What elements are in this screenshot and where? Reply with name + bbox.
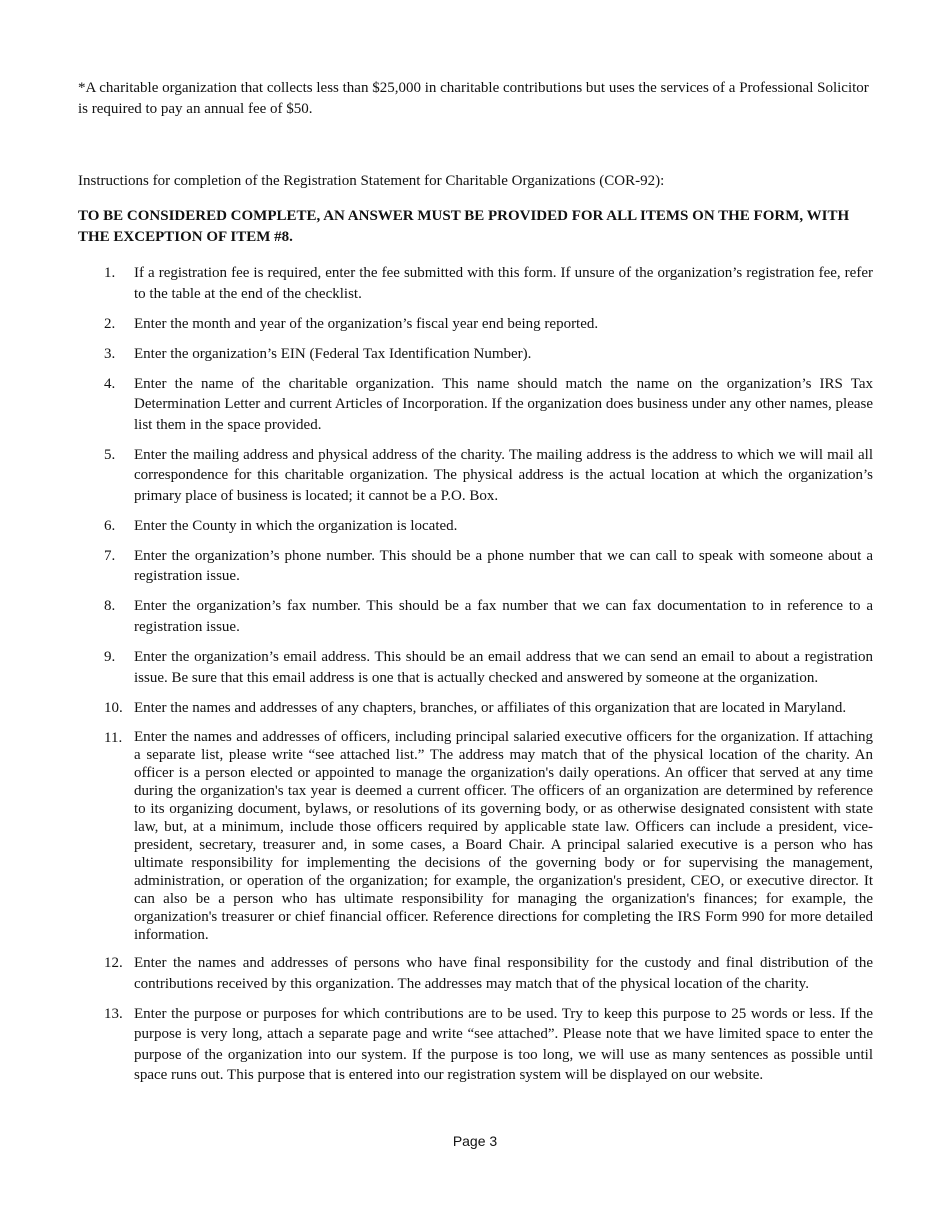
- list-item: [78, 1004, 873, 1086]
- item-text: Enter the name of the charitable organization. This name should match the name on the organization’s IRS Tax Determination Letter and current Articles of Incorporation. If the organization does business under any other names, please list them in the space provided.: [134, 375, 873, 433]
- item-text: Enter the organization’s fax number. This should be a fax number that we can fax documentation to in reference to a registration issue.: [134, 598, 873, 636]
- item-text: Enter the organization’s email address. This should be an email address that we can send an email to about a registration issue. Be sure that this email address is one that is actually checked and answered by someone at the organization.: [134, 649, 873, 686]
- list-item: [78, 314, 873, 335]
- item-number: 11.: [104, 729, 123, 746]
- completeness-warning: TO BE CONSIDERED COMPLETE, AN ANSWER MUST BE PROVIDED FOR ALL ITEMS ON THE FORM, WITH THE EXCEPTION OF ITEM #8.: [78, 208, 850, 245]
- item-text: Enter the organization’s phone number. This should be a phone number that we can call to speak with someone about a registration issue.: [134, 547, 873, 585]
- list-item: [78, 546, 873, 587]
- list-item: [78, 516, 873, 537]
- item-number: 13.: [104, 1005, 123, 1022]
- item-number: 10.: [104, 699, 123, 716]
- instruction-list: [78, 263, 873, 1095]
- list-item: [78, 728, 873, 944]
- item-number: 8.: [104, 598, 116, 615]
- item-text: Enter the organization’s EIN (Federal Tax Identification Number).: [134, 345, 532, 362]
- item-number: 9.: [104, 649, 116, 666]
- list-item: [78, 596, 873, 637]
- page-number: Page 3: [452, 1133, 498, 1149]
- list-item: [78, 698, 873, 719]
- item-number: 1.: [104, 265, 116, 281]
- item-text: Enter the purpose or purposes for which contributions are to be used. Try to keep this purpose to 25 words or less. If the purpose is very long, attach a separate page and write “see attached”. Please note that we have limited space to enter the purpose of the organization into our system. If the purpose is too long, we will use as many sentences as possible until space runs out. This purpose that is entered into our registration system will be displayed on our website.: [134, 1005, 873, 1084]
- item-text: Enter the names and addresses of any chapters, branches, or affiliates of this organization that are located in Maryland.: [134, 699, 847, 716]
- list-item: [78, 263, 873, 304]
- item-number: 6.: [104, 517, 116, 534]
- item-number: 4.: [104, 375, 116, 392]
- list-item: [78, 374, 873, 436]
- fee-note: *A charitable organization that collects less than $25,000 in charitable contributions but uses the services of a Professional Solicitor is required to pay an annual fee of $50.: [78, 80, 869, 117]
- instructions-intro: Instructions for completion of the Registration Statement for Charitable Organizations (COR-92):: [78, 173, 665, 189]
- list-item: [78, 953, 873, 994]
- item-text: If a registration fee is required, enter the fee submitted with this form. If unsure of the organization’s registration fee, refer to the table at the end of the checklist.: [134, 265, 873, 302]
- item-text: Enter the County in which the organization is located.: [134, 517, 458, 534]
- item-text: Enter the names and addresses of persons who have final responsibility for the custody and final distribution of the contributions received by this organization. The addresses may match that of the physical location of the charity.: [134, 954, 873, 992]
- item-text: Enter the month and year of the organization’s fiscal year end being reported.: [134, 315, 599, 332]
- item-number: 7.: [104, 547, 116, 564]
- list-item: [78, 445, 873, 507]
- item-number: 12.: [104, 954, 123, 971]
- item-text: Enter the mailing address and physical address of the charity. The mailing address is the address to which we will mail all correspondence for this charitable organization. The physical address is the actual location at which the organization’s primary place of business is located; it cannot be a P.O. Box.: [134, 446, 873, 504]
- item-number: 5.: [104, 446, 116, 463]
- item-text: Enter the names and addresses of officers, including principal salaried executive officers for the organization. If attaching a separate list, please write “see attached list.” The address may match that of the physical location of the charity. An officer is a person elected or appointed to manage the organization's daily operations. An officer that served at any time during the organization's tax year is deemed a current officer. The officers of an organization are determined by reference to its organizing document, bylaws, or resolutions of its governing body, or as otherwise designated consistent with state law, but, at a minimum, include those officers required by applicable state law. Officers can include a president, vice-president, secretary, treasurer and, in some cases, a Board Chair. A principal salaried executive is a person who has ultimate responsibility for implementing the decisions of the governing body or for supervising the management, administration, or operation of the organization; for example, the organization's president, CEO, or executive director. It can also be a person who has ultimate responsibility for managing the organization's finances; for example, the organization's treasurer or chief financial officer. Reference directions for completing the IRS Form 990 for more detailed information.: [134, 728, 873, 943]
- item-number: 2.: [104, 315, 116, 332]
- item-number: 3.: [104, 345, 116, 362]
- list-item: [78, 647, 873, 688]
- list-item: [78, 344, 873, 365]
